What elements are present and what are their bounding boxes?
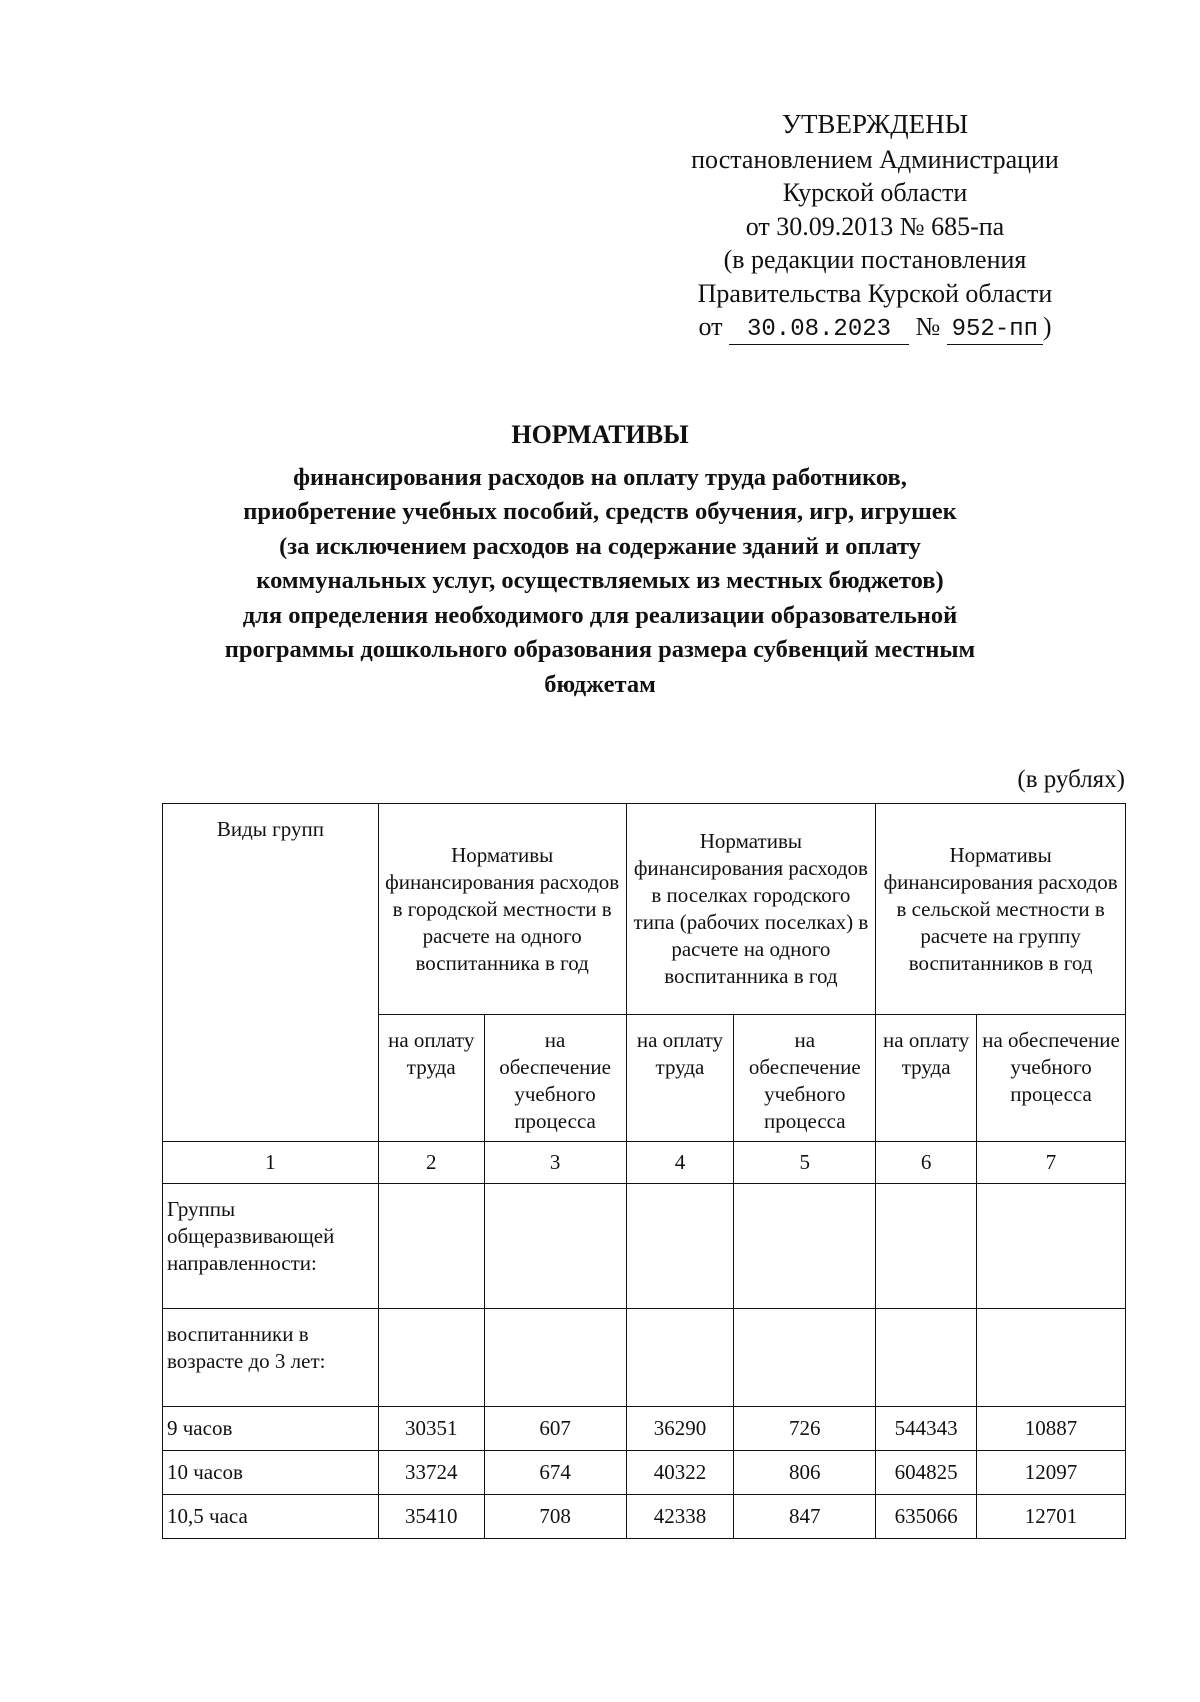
subsection-label: воспитанники в возрасте до 3 лет: <box>163 1309 379 1407</box>
title-line: (за исключением расходов на содержание зданий и оплату <box>279 532 921 560</box>
header-group-type: Виды групп <box>163 804 379 1142</box>
approval-line: (в редакции постановления <box>723 245 1027 274</box>
cell-value: 635066 <box>876 1495 977 1539</box>
header-urban: Нормативы финансирования расходов в городской местности в расчете на одного воспитанника в год <box>378 804 626 1015</box>
header-row <box>163 804 1126 1015</box>
cell-value: 40322 <box>626 1451 734 1495</box>
from-label: от <box>698 312 723 341</box>
revision-date: 30.08.2023 <box>729 316 909 345</box>
column-number: 4 <box>626 1142 734 1184</box>
cell-value: 36290 <box>626 1407 734 1451</box>
approval-stamp <box>650 108 1100 345</box>
section-label: Группы общеразвивающей направленности: <box>163 1184 379 1309</box>
row-label: 10,5 часа <box>163 1495 379 1539</box>
header-settlement: Нормативы финансирования расходов в поселках городского типа (рабочих поселках) в расчете на одного воспитанника в год <box>626 804 876 1015</box>
cell-value: 544343 <box>876 1407 977 1451</box>
revision-number: 952-пп <box>947 316 1043 345</box>
subheader-labor: на оплату труда <box>876 1015 977 1142</box>
cell-value: 30351 <box>378 1407 484 1451</box>
units-note: (в рублях) <box>1017 766 1125 793</box>
document-title <box>140 418 1060 702</box>
column-number: 1 <box>163 1142 379 1184</box>
approval-heading: УТВЕРЖДЕНЫ <box>781 109 969 139</box>
approval-revision-line <box>650 310 1100 345</box>
cell-value: 42338 <box>626 1495 734 1539</box>
cell-value: 726 <box>734 1407 876 1451</box>
column-number: 6 <box>876 1142 977 1184</box>
title-line: бюджетам <box>544 670 656 698</box>
subheader-process: на обеспечение учебного процесса <box>734 1015 876 1142</box>
cell-value: 10887 <box>977 1407 1126 1451</box>
table-row <box>163 1495 1126 1539</box>
header-rural: Нормативы финансирования расходов в сельской местности в расчете на группу воспитанников в год <box>876 804 1126 1015</box>
title-line: коммунальных услуг, осуществляемых из местных бюджетов) <box>256 567 944 594</box>
column-number: 7 <box>977 1142 1126 1184</box>
subheader-process: на обеспечение учебного процесса <box>484 1015 626 1142</box>
cell-value: 604825 <box>876 1451 977 1495</box>
approval-line: от 30.09.2013 № 685-па <box>745 211 1005 241</box>
cell-value: 33724 <box>378 1451 484 1495</box>
column-number: 2 <box>378 1142 484 1184</box>
row-label: 10 часов <box>163 1451 379 1495</box>
approval-line: постановлением Администрации <box>691 144 1059 174</box>
title-line: для определения необходимого для реализации образовательной <box>242 601 958 629</box>
table-row <box>163 1451 1126 1495</box>
close-paren: ) <box>1042 312 1052 341</box>
cell-value: 12701 <box>977 1495 1126 1539</box>
row-label: 9 часов <box>163 1407 379 1451</box>
approval-line: Курской области <box>782 178 968 207</box>
approval-line: Правительства Курской области <box>697 278 1053 308</box>
section-row <box>163 1184 1126 1309</box>
cell-value: 35410 <box>378 1495 484 1539</box>
cell-value: 607 <box>484 1407 626 1451</box>
cell-value: 806 <box>734 1451 876 1495</box>
subheader-labor: на оплату труда <box>626 1015 734 1142</box>
cell-value: 847 <box>734 1495 876 1539</box>
cell-value: 12097 <box>977 1451 1126 1495</box>
norms-table <box>162 803 1126 1539</box>
title-line: программы дошкольного образования размера субвенций местным <box>224 636 976 663</box>
column-number: 5 <box>734 1142 876 1184</box>
title-heading: НОРМАТИВЫ <box>511 420 689 449</box>
column-number-row <box>163 1142 1126 1184</box>
subheader-process: на обеспечение учебного процесса <box>977 1015 1126 1142</box>
cell-value: 674 <box>484 1451 626 1495</box>
title-line: приобретение учебных пособий, средств обучения, игр, игрушек <box>243 498 957 525</box>
column-number: 3 <box>484 1142 626 1184</box>
title-line: финансирования расходов на оплату труда работников, <box>293 463 907 491</box>
number-label: № <box>915 312 941 341</box>
subheader-labor: на оплату труда <box>378 1015 484 1142</box>
cell-value: 708 <box>484 1495 626 1539</box>
subsection-row <box>163 1309 1126 1407</box>
table-row <box>163 1407 1126 1451</box>
